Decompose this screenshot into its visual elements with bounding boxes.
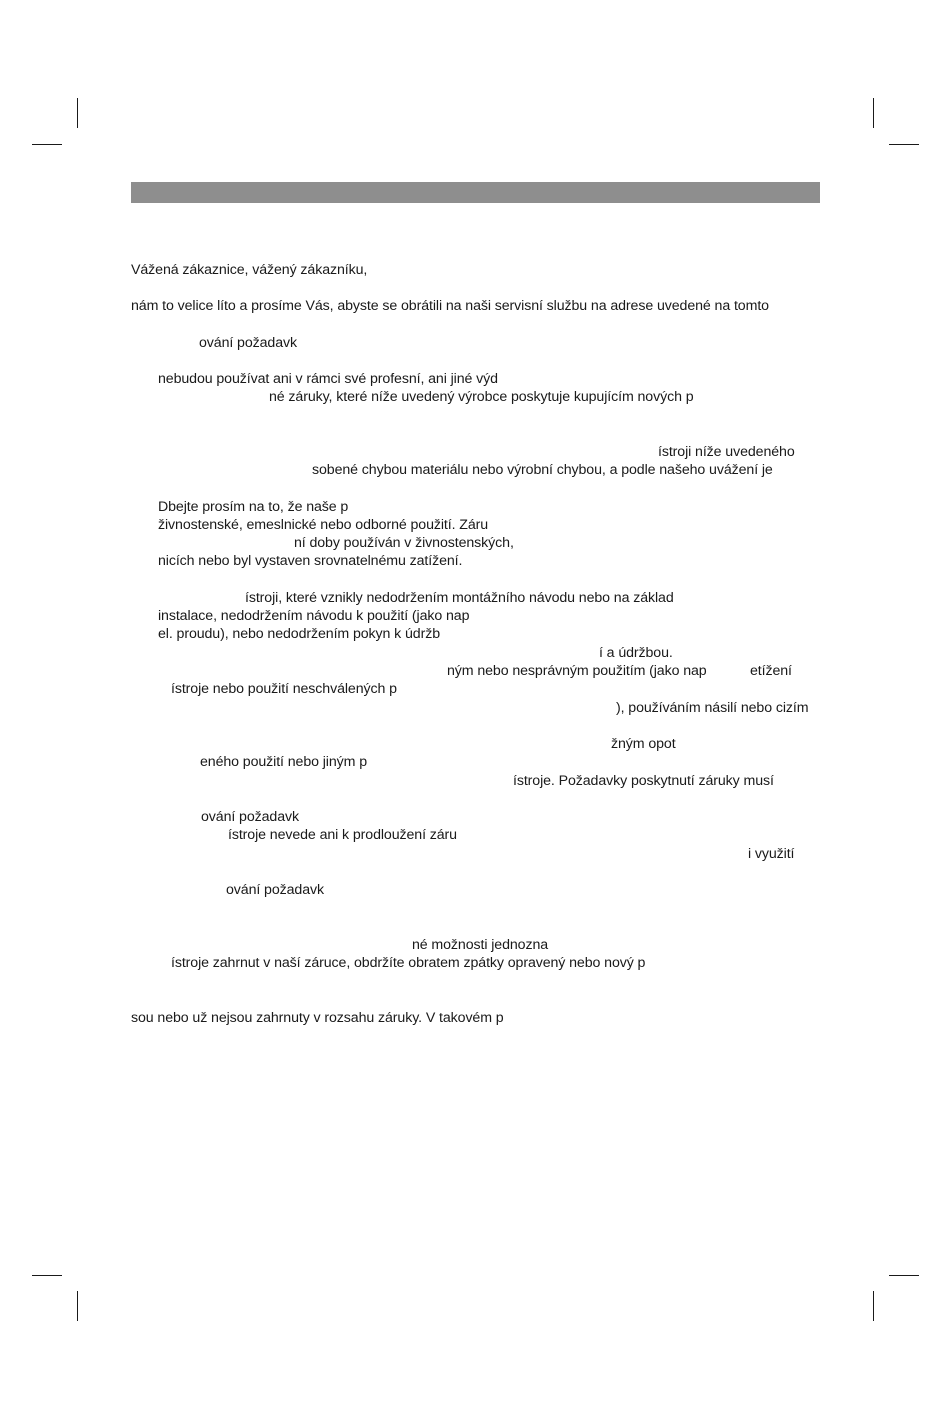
text-line: ístroji níže uvedeného — [658, 444, 795, 460]
text-line: ístroje. Požadavky poskytnutí záruky musí — [513, 773, 774, 789]
crop-mark-top-right-horizontal — [889, 144, 919, 145]
text-line: né možnosti jednozna — [412, 937, 549, 953]
crop-mark-bottom-right-vertical — [873, 1291, 874, 1321]
text-line: el. proudu), nebo nedodržením pokyn k údržb — [158, 626, 440, 642]
text-line: nebudou používat ani v rámci své profesní, ani jiné výd — [158, 371, 498, 387]
text-line: ístroje nebo použití neschválených p — [171, 681, 397, 697]
text-line: í a údržbou. — [599, 645, 673, 661]
text-line: i využití — [748, 846, 795, 862]
text-line: ní doby používán v živnostenských, — [294, 535, 514, 551]
crop-mark-top-left-vertical — [77, 98, 78, 128]
text-line: nicích nebo byl vystaven srovnatelnému zatížení. — [158, 553, 463, 569]
text-line: ístroje nevede ani k prodloužení záru — [228, 827, 457, 843]
text-line: ování požadavk — [226, 882, 324, 898]
text-line: né záruky, které níže uvedený výrobce poskytuje kupujícím nových p — [269, 389, 694, 405]
text-line: eného použití nebo jiným p — [200, 754, 367, 770]
text-line: etížení — [750, 663, 792, 679]
salutation-line: Vážená zákaznice, vážený zákazníku, — [131, 262, 368, 278]
text-line: ístroji, které vznikly nedodržením montážního návodu nebo na základ — [245, 590, 674, 606]
crop-mark-bottom-right-horizontal — [889, 1275, 919, 1276]
crop-mark-top-left-horizontal — [32, 144, 62, 145]
text-line: živnostenské, emeslnické nebo odborné použití. Záru — [158, 517, 489, 533]
crop-mark-bottom-left-horizontal — [32, 1275, 62, 1276]
crop-mark-bottom-left-vertical — [77, 1291, 78, 1321]
text-line: ování požadavk — [201, 809, 299, 825]
text-line: ným nebo nesprávným použitím (jako nap — [447, 663, 707, 679]
text-line: ístroje zahrnut v naší záruce, obdržíte obratem zpátky opravený nebo nový p — [171, 955, 646, 971]
text-line: ování požadavk — [199, 335, 297, 351]
text-line: Dbejte prosím na to, že naše p — [158, 499, 349, 515]
text-line: žným opot — [611, 736, 676, 752]
text-line: sobené chybou materiálu nebo výrobní chybou, a podle našeho uvážení je — [312, 462, 773, 478]
text-line: nám to velice líto a prosíme Vás, abyste se obrátili na naši servisní službu na adrese uvedené na tomto — [131, 298, 769, 314]
text-line: ), používáním násilí nebo cizím — [616, 700, 809, 716]
crop-mark-top-right-vertical — [873, 98, 874, 128]
text-line: instalace, nedodržením návodu k použití (jako nap — [158, 608, 470, 624]
section-header-bar — [131, 182, 820, 203]
text-line: sou nebo už nejsou zahrnuty v rozsahu záruky. V takovém p — [131, 1010, 504, 1026]
